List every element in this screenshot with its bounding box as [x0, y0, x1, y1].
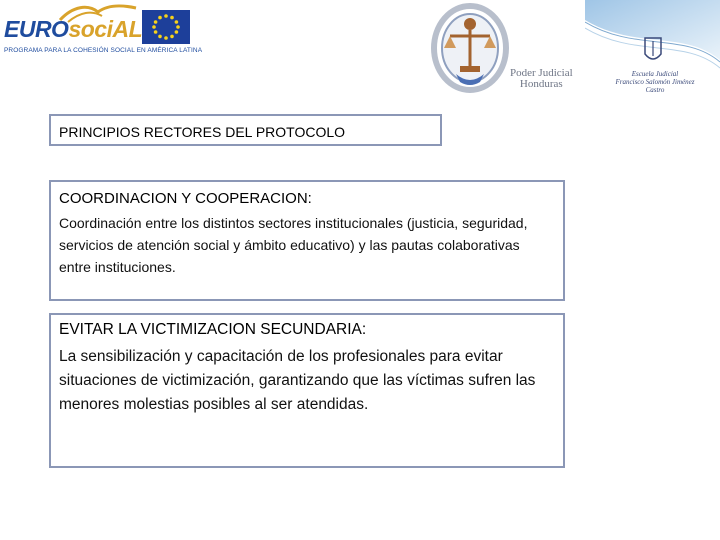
- escuela-judicial-line2: Francisco Salomón Jiménez Castro: [615, 78, 695, 94]
- justice-scale-seal-icon: [430, 2, 510, 96]
- principle-heading: COORDINACION Y COOPERACION:: [59, 190, 312, 207]
- slide-title: PRINCIPIOS RECTORES DEL PROTOCOLO: [59, 124, 346, 140]
- principle-heading: EVITAR LA VICTIMIZACION SECUNDARIA:: [59, 321, 367, 338]
- poder-judicial-line1: Poder Judicial: [510, 67, 573, 79]
- principle-body: Coordinación entre los distintos sectores institucionales (justicia, seguridad, servicios de atención social y ámbito educativo) y las pautas colaborativas entre instituciones.: [59, 215, 528, 275]
- poder-judicial-logo: [425, 0, 590, 98]
- escuela-judicial-caption: [615, 70, 695, 94]
- principle-body: La sensibilización y capacitación de los profesionales para evitar situaciones de victimización, garantizando que las víctimas sufren las menores molestias posibles al ser atendidas.: [59, 348, 536, 413]
- slide-title-box: [49, 114, 442, 146]
- eurosocial-wordmark: EUROsociAL: [4, 16, 143, 42]
- eu-flag-icon: [142, 10, 190, 44]
- principle-box-coordination: [49, 180, 565, 301]
- poder-judicial-name: [510, 68, 573, 90]
- principle-box-secondary-victimization: [49, 313, 565, 468]
- escuela-judicial-emblem-icon: [643, 36, 663, 66]
- eurosocial-logo: [2, 2, 203, 58]
- eurosocial-tagline: PROGRAMA PARA LA COHESIÓN SOCIAL EN AMÉRICA LATINA: [4, 47, 203, 54]
- escuela-judicial-logo: [585, 0, 720, 98]
- poder-judicial-line2: Honduras: [519, 78, 563, 90]
- escuela-judicial-line1: Escuela Judicial: [631, 70, 679, 78]
